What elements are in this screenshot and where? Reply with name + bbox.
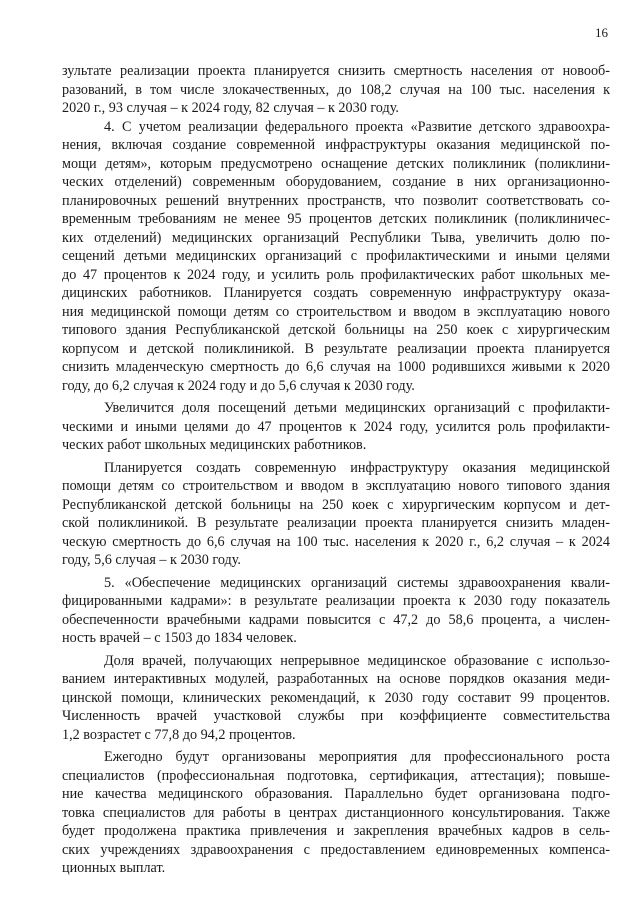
text-line: ческими и иными целями до 47 процентов к 2024 году, усилится роль профилакти- [62, 418, 610, 435]
text-line: Республиканской детской больницы на 250 коек с хирургическим корпусом и дет- [62, 496, 610, 513]
text-line: мощи детям», которым предусмотрено оснащение детских поликлиник (поликлини- [62, 155, 610, 172]
paragraph [62, 399, 610, 455]
text-line: Доля врачей, получающих непрерывное медицинское образование с использо- [104, 652, 610, 669]
text-line: ние качества медицинского образования. Параллельно будет организована подго- [62, 786, 610, 802]
text-line: временным требованиям не менее 95 процентов детских поликлиник (поликлиничес- [62, 211, 610, 227]
text-line: ских учреждениях здравоохранения с предоставлением единовременных компенса- [62, 841, 610, 858]
page-number: 16 [595, 25, 608, 40]
text-line: Ежегодно будут организованы мероприятия для профессионального роста [104, 749, 610, 765]
text-line: ской поликлиникой. В результате реализации проекта планируется снизить младен- [62, 515, 610, 531]
text-line: ность врачей – с 1503 до 1834 человек. [62, 630, 297, 646]
text-line: разований, в том числе злокачественных, до 108,2 случая на 100 тыс. населения к [62, 81, 610, 98]
text-line: помощи детям со строительством и вводом в эксплуатацию нового типового здания [62, 478, 610, 494]
text-line: году, 5,6 случая – к 2030 году. [62, 552, 241, 568]
paragraph [62, 62, 610, 118]
text-line: фицированными кадрами»: в результате реализации проекта к 2030 году показатель [62, 593, 610, 609]
text-line: сещений детьми медицинских организаций с профилактическими и иными целями [62, 248, 610, 264]
text-line: до 47 процентов к 2024 году, и усилить роль профилактических работ школьных ме- [62, 266, 610, 283]
text-line: ванием интерактивных модулей, разработанных на основе порядков оказания меди- [62, 671, 610, 687]
text-line: 1,2 возрастет с 77,8 до 94,2 процентов. [62, 726, 296, 743]
text-line: будет продолжена практика привлечения и закрепления врачебных кадров в сель- [62, 823, 610, 839]
text-line: дицинских работников. Планируется создать современную инфраструктуру оказа- [62, 285, 610, 301]
text-line: зультате реализации проекта планируется снизить смертность населения от новооб- [62, 63, 610, 79]
text-line: специалистов (профессиональная подготовка, сертификация, аттестация); повыше- [62, 767, 610, 784]
text-line: типового здания Республиканской детской больницы на 250 коек с хирургическим [62, 322, 610, 338]
text-line: ческих работ школьных медицинских работников. [62, 437, 367, 453]
text-line: ческих отделений) современным оборудованием, создание в них организационно- [62, 174, 610, 190]
text-line: товка специалистов для работы в центрах дистанционного консультирования. Также [62, 804, 610, 821]
text-line: 4. С учетом реализации федерального проекта «Развитие детского здравоохра- [104, 118, 610, 135]
paragraph [62, 748, 610, 878]
text-line: Планируется создать современную инфраструктуру оказания медицинской [104, 459, 610, 476]
text-line: корпусом и детской поликлиникой. В результате реализации проекта планируется [62, 340, 610, 357]
text-line: ких отделений) медицинских организаций Республики Тыва, увеличить долю по- [62, 229, 610, 246]
text-line: 2020 г., 93 случая – к 2024 году, 82 случая – к 2030 году. [62, 100, 399, 116]
document-body [62, 62, 610, 878]
text-line: Численность врачей участковой службы при коэффициенте совместительства [62, 708, 610, 724]
text-line: Увеличится доля посещений детьми медицинских организаций с профилакти- [104, 400, 610, 416]
text-line: обеспеченности врачебными кадрами повысится с 47,2 до 58,6 процента, а числен- [62, 611, 610, 628]
text-line: снизить младенческую смертность до 6,6 случая на 1000 родившихся живыми к 2020 [62, 359, 610, 375]
paragraph [62, 652, 610, 745]
text-line: цинской помощи, клинических рекомендаций, к 2030 году составит 99 процентов. [62, 689, 610, 706]
text-line: планировочных решений внутренних пространств, что позволит соответствовать со- [62, 192, 610, 209]
paragraph [62, 574, 610, 648]
paragraph [62, 459, 610, 570]
text-line: ционных выплат. [62, 860, 166, 876]
text-line: нения, включая создание современной инфраструктуры оказания медицинской по- [62, 137, 610, 153]
text-line: ния медицинской помощи детям со строительством и вводом в эксплуатацию нового [62, 303, 610, 320]
text-line: 5. «Обеспечение медицинских организаций системы здравоохранения квали- [104, 574, 610, 591]
text-line: году, до 6,2 случая к 2024 году и до 5,6 случая к 2030 году. [62, 377, 415, 394]
text-line: ческую смертность до 6,6 случая на 100 тыс. населения к 2020 г., 6,2 случая – к 2024 [62, 533, 610, 550]
paragraph [62, 118, 610, 396]
